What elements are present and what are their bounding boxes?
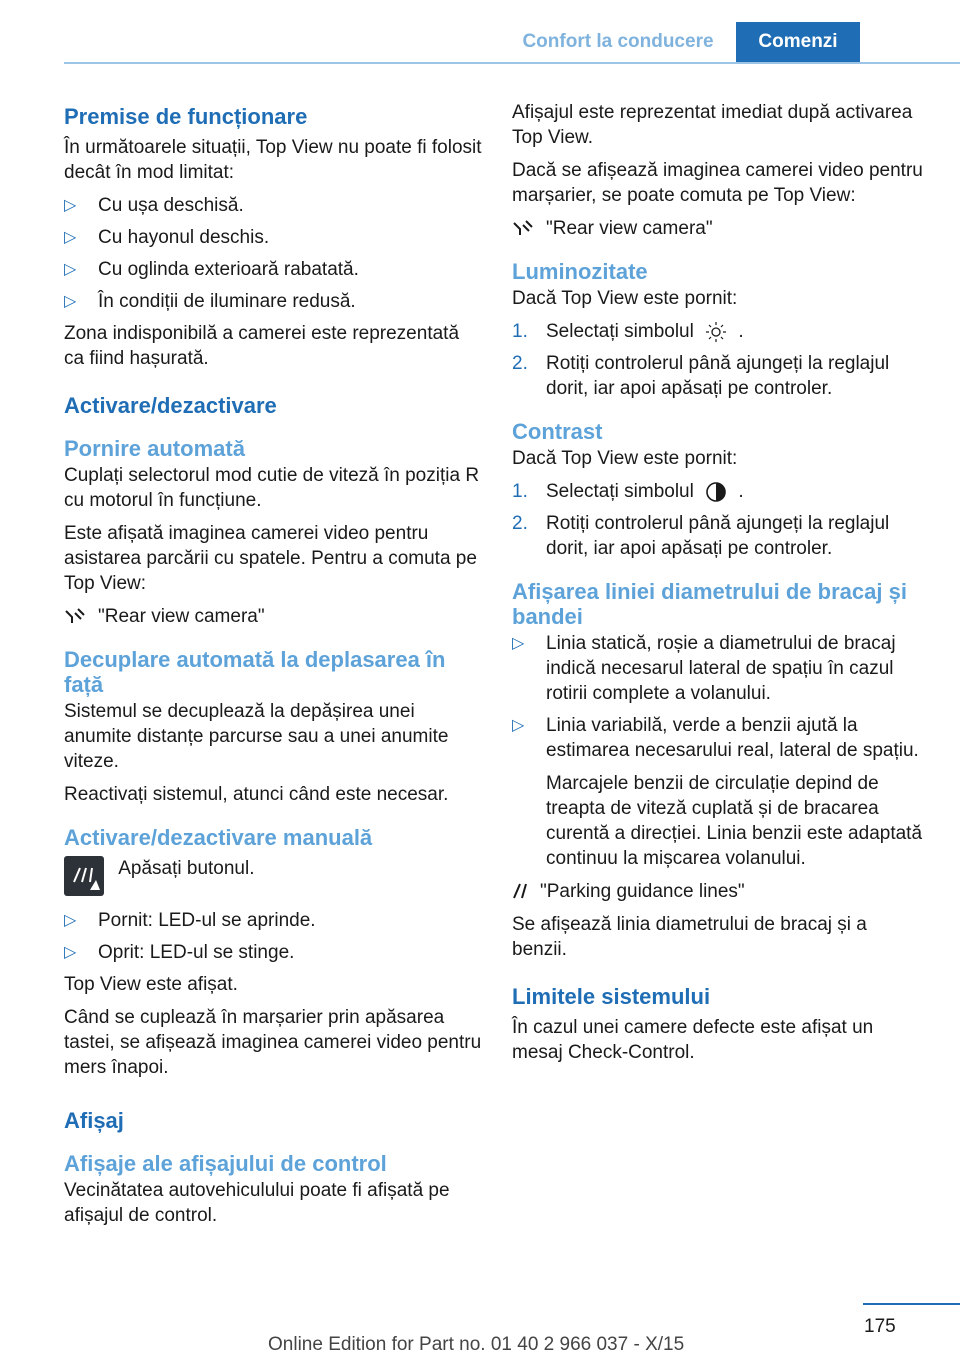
heading-premise: Premise de funcționare	[64, 104, 308, 129]
step-text: Selectați simbolul	[546, 481, 694, 502]
rear-camera-icon	[512, 219, 534, 237]
list-item: ▷ Cu ușa deschisă.	[64, 193, 484, 218]
step-text-end: .	[738, 481, 744, 502]
heading-activare: Activare/dezactivare	[64, 393, 277, 418]
list-item: ▷ Cu oglinda exterioară rabatată.	[64, 257, 484, 282]
afisat-text: Top View este afișat.	[64, 974, 238, 995]
led-list	[64, 908, 484, 965]
rear-view-label: "Rear view camera"	[546, 218, 713, 239]
list-item: ▷ Linia statică, roșie a diametrului de bracaj indică necesarul lateral de spațiu în cazul rotirii complete a volanului.	[512, 631, 926, 706]
list-item	[512, 319, 926, 344]
step-number: 2.	[512, 353, 528, 374]
daca-pornit-text: Dacă Top View este pornit:	[512, 288, 738, 309]
daca-video-text: Dacă se afișează imaginea camerei video pentru marșarier, se poate comuta pe Top View:	[512, 160, 923, 206]
list-item: ▷ Cu hayonul deschis.	[64, 225, 484, 250]
step-number: 1.	[512, 321, 528, 342]
list-item	[512, 351, 926, 401]
page-header	[0, 0, 960, 62]
heading-afisaj: Afișaj	[64, 1108, 124, 1133]
rear-camera-icon	[64, 607, 86, 625]
contrast-icon	[705, 481, 727, 503]
list-item: ▷ Pornit: LED-ul se aprinde.	[64, 908, 484, 933]
afisajul-text: Afișajul este reprezentat imediat după activarea Top View.	[512, 102, 913, 148]
vecinatatea-text: Vecinătatea autovehiculului poate fi afișată pe afișajul de control.	[64, 1180, 450, 1226]
pornire-p2: Este afișată imaginea camerei video pentru asistarea parcării cu spatele. Pentru a comuta pe Top View:	[64, 523, 477, 594]
step-number: 2.	[512, 513, 528, 534]
right-column	[512, 100, 926, 1073]
heading-contrast: Contrast	[512, 419, 603, 444]
heading-pornire: Pornire automată	[64, 436, 245, 461]
luminozitate-steps	[512, 319, 926, 401]
left-column	[64, 100, 484, 1236]
heading-afisaje: Afișaje ale afișajului de control	[64, 1151, 387, 1176]
parking-lines-label: "Parking guidance lines"	[540, 881, 745, 902]
linie-item2-text: Linia variabilă, verde a benzii ajută la estimarea necesarului real, lateral de spațiu.	[546, 715, 919, 761]
list-item	[512, 713, 926, 871]
decuplare-p1: Sistemul se decuplează la depășirea unei anumite distanțe parcurse sau a unei anumite viteze.	[64, 701, 449, 772]
in-cazul-text: În cazul unei camere defecte este afișat un mesaj Check-Control.	[512, 1017, 874, 1063]
footer-edition: Online Edition for Part no. 01 40 2 966 037 - X/15	[268, 1334, 685, 1355]
apasati-text: Apăsați butonul.	[118, 858, 255, 879]
daca-pornit-text: Dacă Top View este pornit:	[512, 448, 738, 469]
step-text-end: .	[738, 321, 744, 342]
list-item: ▷ În condiții de iluminare redusă.	[64, 289, 484, 314]
heading-luminozitate: Luminozitate	[512, 259, 648, 284]
brightness-icon	[705, 321, 727, 343]
rear-view-label: "Rear view camera"	[98, 606, 265, 627]
rear-view-line	[64, 604, 484, 629]
parking-lines-icon	[512, 882, 532, 900]
zona-text: Zona indisponibilă a camerei este reprezentată ca fiind hașurată.	[64, 323, 460, 369]
contrast-steps	[512, 479, 926, 561]
rear-view-line	[512, 216, 926, 241]
premise-list	[64, 193, 484, 314]
button-instruction	[64, 856, 484, 896]
heading-linie: Afișarea liniei diametrului de bracaj și bandei	[512, 579, 907, 629]
step-number: 1.	[512, 481, 528, 502]
heading-manual: Activare/dezactivare manuală	[64, 825, 373, 850]
heading-decuplare: Decuplare automată la deplasarea în față	[64, 647, 446, 697]
top-view-button-icon	[64, 856, 104, 896]
pornire-p1: Cuplați selectorul mod cutie de viteză în poziția R cu motorul în funcțiune.	[64, 465, 480, 511]
footer-divider	[863, 1303, 960, 1305]
list-item: ▷ Oprit: LED-ul se stinge.	[64, 940, 484, 965]
cand-text: Când se cuplează în marșarier prin apăsarea tastei, se afișează imaginea camerei video pentru mers înapoi.	[64, 1007, 482, 1078]
header-chapter-tab[interactable]: Comenzi	[736, 22, 860, 62]
step-text: Rotiți controlerul până ajungeți la reglajul dorit, iar apoi apăsați pe controler.	[546, 353, 890, 399]
header-divider	[64, 62, 960, 64]
step-text: Rotiți controlerul până ajungeți la reglajul dorit, iar apoi apăsați pe controler.	[546, 513, 890, 559]
premise-intro: În următoarele situații, Top View nu poate fi folosit decât în mod limitat:	[64, 137, 482, 183]
list-item	[512, 511, 926, 561]
se-afiseaza-text: Se afișează linia diametrului de bracaj și a benzii.	[512, 914, 867, 960]
decuplare-p2: Reactivați sistemul, atunci când este necesar.	[64, 784, 449, 805]
parking-lines-line	[512, 879, 926, 904]
linie-list	[512, 631, 926, 871]
page-number: 175	[864, 1316, 896, 1337]
heading-limitele: Limitele sistemului	[512, 984, 711, 1009]
header-section-tab[interactable]: Confort la conducere	[522, 31, 714, 52]
step-text: Selectați simbolul	[546, 321, 694, 342]
list-item	[512, 479, 926, 504]
marcajele-text: Marcajele benzii de circulație depind de treapta de viteză cuplată și de bracarea curentă a direcției. Linia benzii este adaptată continuu la mișcarea volanului.	[546, 773, 923, 869]
